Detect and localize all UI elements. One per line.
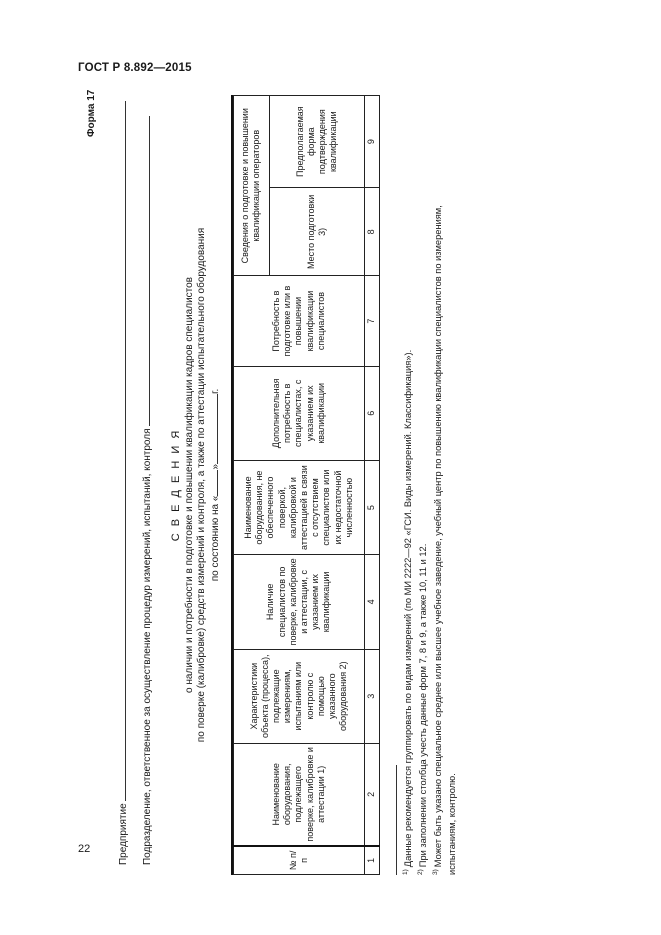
division-fill-line <box>140 116 150 426</box>
footnote-1 <box>402 350 413 875</box>
division-line <box>140 116 153 865</box>
date-quote: » <box>210 463 221 470</box>
header-col-9: Предполагаемая форма подтверждения квалификации <box>269 96 364 188</box>
date-prefix: по состоянию на « <box>210 495 221 582</box>
header-col-2: Наименование оборудования, подлежащего поверке, калибровке и аттестации 1) <box>234 743 365 845</box>
form-subtitle-2: по поверке (калибровке) средств измерений и контроля, а также по аттестации испытательного оборудования <box>196 227 207 743</box>
footnote-3 <box>432 205 443 875</box>
data-table <box>233 95 380 875</box>
header-col-1: № п/п <box>234 846 365 875</box>
footnote-1-mark: 1) <box>402 869 409 875</box>
col-number-8: 8 <box>365 188 380 276</box>
date-year-suffix: г. <box>210 388 221 394</box>
form-subtitle-1: о наличии и потребности в подготовке и повышении квалификации кадров специалистов <box>184 277 195 694</box>
enterprise-label: Предприятие <box>118 803 129 865</box>
form-label: Форма 17 <box>86 89 97 137</box>
col-number-1: 1 <box>365 846 380 875</box>
date-day-blank <box>208 470 218 496</box>
date-month-blank <box>208 394 218 464</box>
page-number: 22 <box>78 843 91 855</box>
enterprise-line <box>116 101 129 865</box>
col-number-2: 2 <box>365 743 380 845</box>
col-number-4: 4 <box>365 555 380 649</box>
footnote-2-text: При заполнении столбца учесть данные форм 7, 8 и 9, а также 10, 11 и 12. <box>418 543 428 868</box>
footnote-2 <box>417 544 428 875</box>
header-col-4: Наличие специалистов по поверке, калибровке и аттестации, с указанием их квалификации <box>234 555 365 649</box>
footnote-rule <box>396 765 397 875</box>
header-col-5: Наименование оборудования, не обеспеченного поверкой, калибровкой и аттестацией в связи с отсутствием специалистов или их недостаточной численностью <box>234 460 365 554</box>
rotated-form-page <box>78 85 623 885</box>
header-col-8: Место подготовки 3) <box>269 188 364 276</box>
division-label: Подразделение, ответственное за осуществление процедур измерений, испытаний, контроля <box>142 428 153 865</box>
footnote-1-text: Данные рекомендуется группировать по видам измерений (по МИ 2222—92 «ГСИ. Виды измерений. Классификация»). <box>403 349 413 868</box>
header-group-operators: Сведения о подготовке и повышении квалификации операторов <box>234 96 270 276</box>
footnote-3-continued: испытаниям, контролю. <box>447 773 457 875</box>
enterprise-fill-line <box>116 101 126 801</box>
header-col-3: Характеристики объекта (процесса), подлежащие измерениям, испытаниям или контролю с помощью указанного оборудования 2) <box>234 649 365 743</box>
form-subtitle-3 <box>208 85 221 885</box>
col-number-9: 9 <box>365 96 380 188</box>
col-number-6: 6 <box>365 366 380 460</box>
col-number-7: 7 <box>365 276 380 366</box>
col-number-5: 5 <box>365 460 380 554</box>
header-col-7: Потребность в подготовке или в повышении квалификации специалистов <box>234 276 365 366</box>
footnote-2-mark: 2) <box>417 869 424 875</box>
footnote-3-mark: 3) <box>432 869 439 875</box>
header-col-6: Дополнительная потребность в специалистах, с указанием их квалификации <box>234 366 365 460</box>
document-header: ГОСТ Р 8.892—2015 <box>78 62 192 74</box>
form-title: С В Е Д Е Н И Я <box>170 428 182 542</box>
col-number-3: 3 <box>365 649 380 743</box>
footnote-3-text: Может быть указано специальное среднее или высшее учебное заведение, учебный центр по повышению квалификации специалистов по измерениям, <box>433 205 443 868</box>
